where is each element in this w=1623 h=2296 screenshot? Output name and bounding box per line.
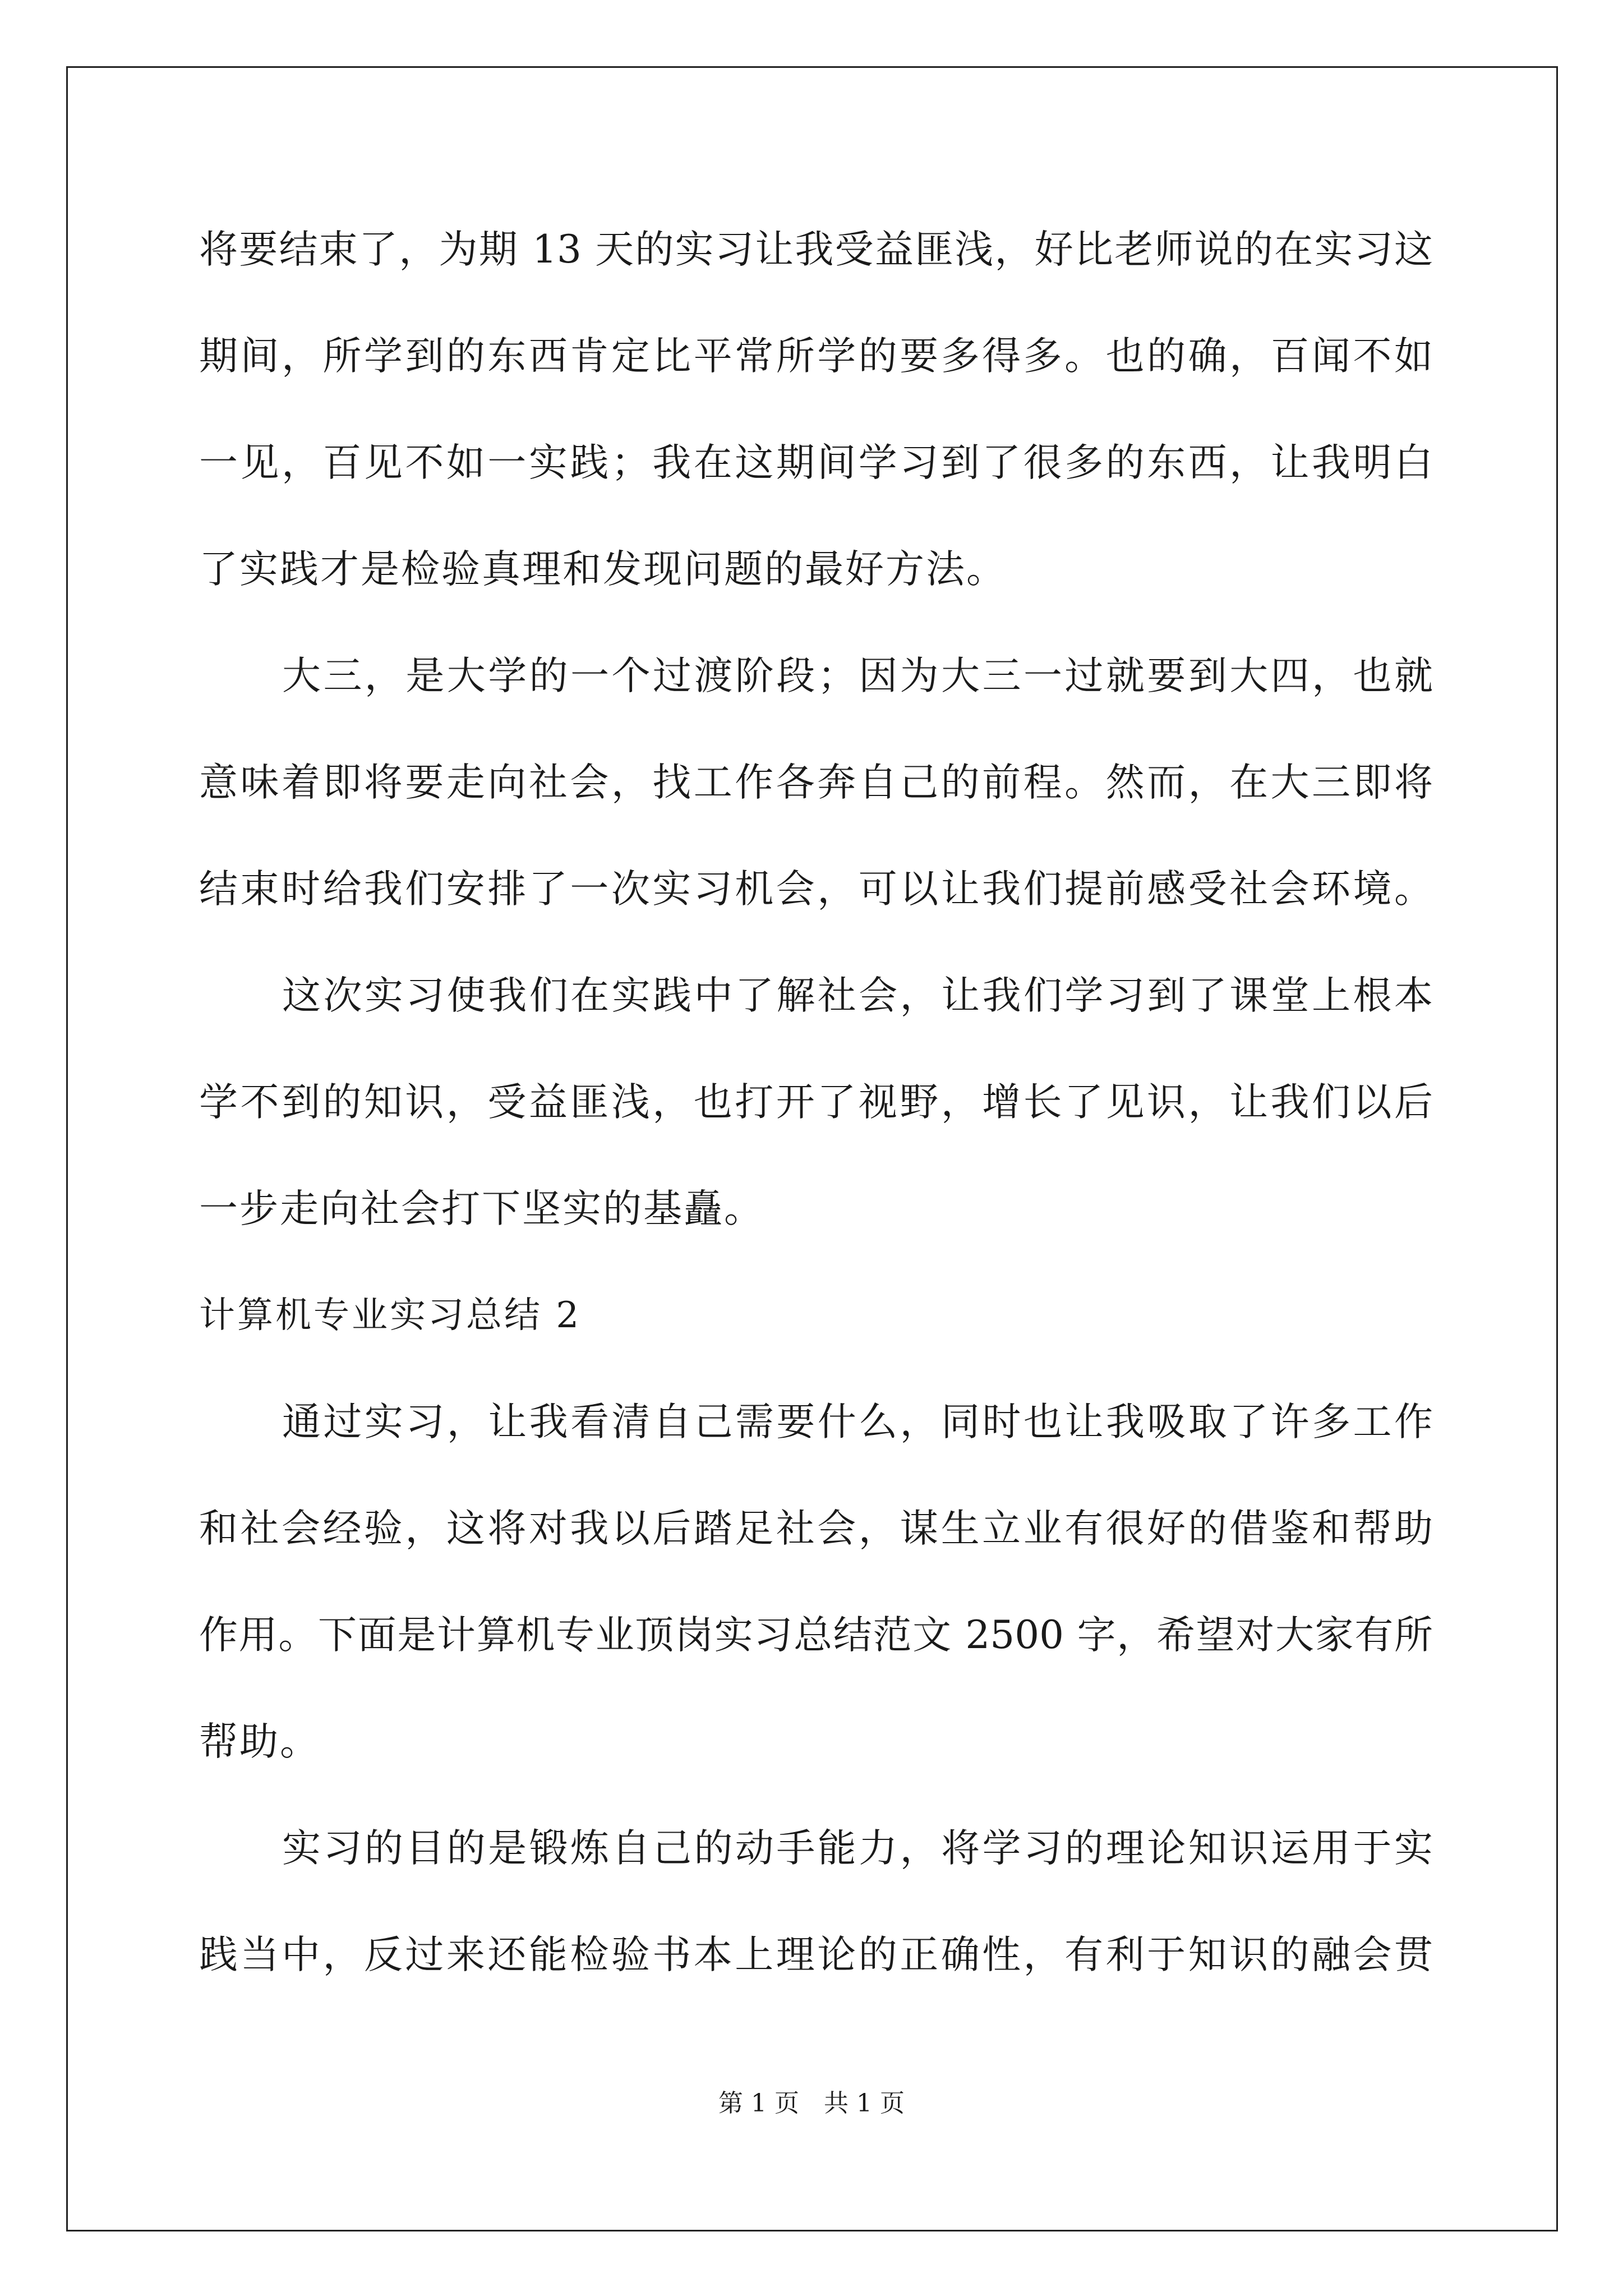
paragraph-line: 结束时给我们安排了一次实习机会，可以让我们提前感受社会环境。 bbox=[199, 867, 1433, 912]
paragraph-line: 践当中，反过来还能检验书本上理论的正确性，有利于知识的融会贯 bbox=[199, 1932, 1433, 1977]
paragraph-line: 期间，所学到的东西肯定比平常所学的要多得多。也的确，百闻不如 bbox=[199, 334, 1433, 379]
paragraph-line: 学不到的知识，受益匪浅，也打开了视野，增长了见识，让我们以后 bbox=[199, 1080, 1433, 1125]
paragraph-line: 通过实习，让我看清自己需要什么，同时也让我吸取了许多工作 bbox=[282, 1400, 1433, 1444]
paragraph-line: 了实践才是检验真理和发现问题的最好方法。 bbox=[199, 547, 1007, 592]
page-border bbox=[66, 66, 1558, 2231]
paragraph-line: 帮助。 bbox=[199, 1719, 320, 1764]
paragraph-line: 和社会经验，这将对我以后踏足社会，谋生立业有很好的借鉴和帮助 bbox=[199, 1506, 1433, 1551]
page-number-footer: 第 1 页 共 1 页 bbox=[718, 2089, 905, 2118]
paragraph-line: 一步走向社会打下坚实的基矗。 bbox=[199, 1186, 764, 1231]
paragraph-line: 意味着即将要走向社会，找工作各奔自己的前程。然而，在大三即将 bbox=[199, 760, 1433, 805]
paragraph-line: 这次实习使我们在实践中了解社会，让我们学习到了课堂上根本 bbox=[282, 973, 1433, 1018]
paragraph-line: 大三，是大学的一个过渡阶段；因为大三一过就要到大四，也就 bbox=[282, 654, 1433, 698]
paragraph-line: 将要结束了，为期 13 天的实习让我受益匪浅，好比老师说的在实习这 bbox=[199, 227, 1433, 272]
paragraph-line: 实习的目的是锻炼自己的动手能力，将学习的理论知识运用于实 bbox=[282, 1826, 1433, 1871]
paragraph-line: 作用。下面是计算机专业顶岗实习总结范文 2500 字，希望对大家有所 bbox=[199, 1613, 1433, 1658]
section-heading: 计算机专业实习总结 2 bbox=[199, 1295, 582, 1336]
paragraph-line: 一见，百见不如一实践；我在这期间学习到了很多的东西，让我明白 bbox=[199, 440, 1433, 485]
